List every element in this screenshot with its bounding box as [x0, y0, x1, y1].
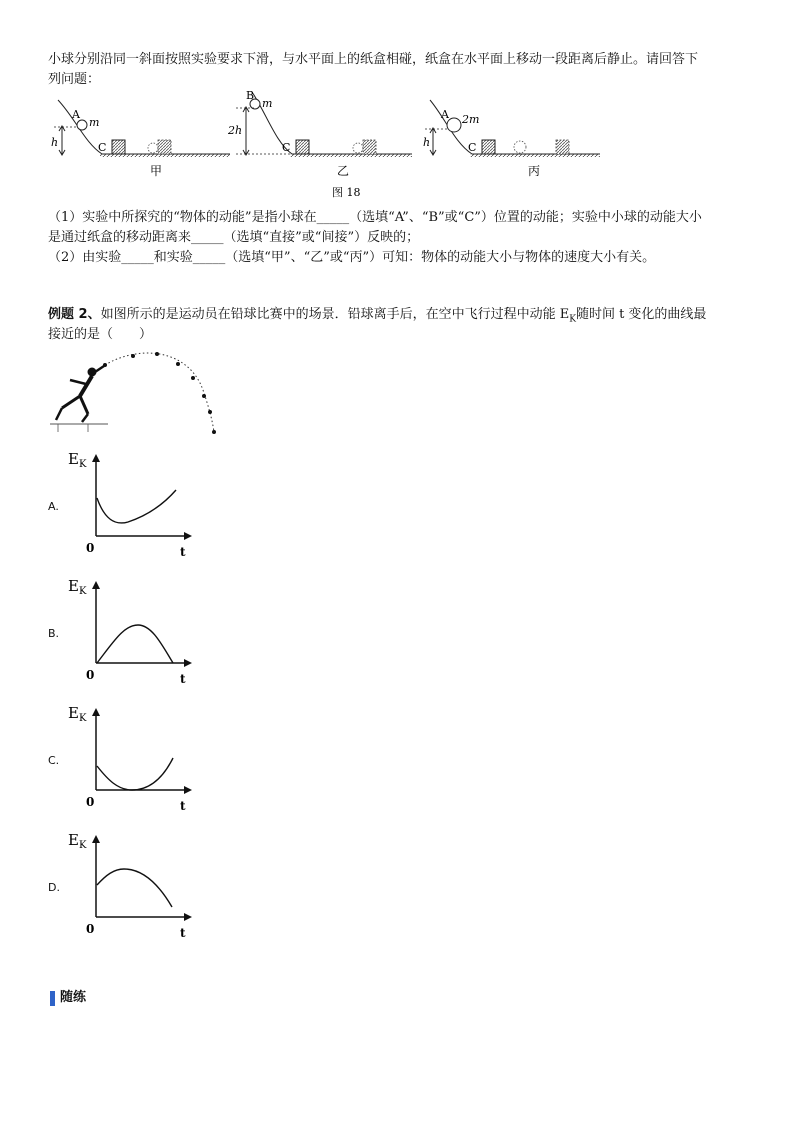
y-axis-label: $E_K$ — [68, 833, 87, 851]
graph-option-c[interactable] — [62, 706, 202, 816]
x-axis-label: t — [180, 799, 186, 813]
yi-mass-label: m — [262, 97, 273, 110]
question-1-line-1: （1）实验中所探究的“物体的动能”是指小球在_____（选填“A”、“B”或“C”）位置的动能；实验中小球的动能大小 — [48, 210, 702, 225]
section-title: 随练 — [60, 990, 87, 1005]
ek-curve-d — [97, 869, 172, 907]
ek-curve-a — [97, 490, 176, 523]
athlete-figure — [56, 366, 104, 422]
section-marker — [50, 991, 55, 1006]
jia-c-label: C — [98, 141, 107, 154]
panel-jia — [51, 100, 230, 178]
yi-name: 乙 — [337, 164, 350, 178]
origin-label: 0 — [86, 922, 95, 936]
panel-yi — [227, 89, 412, 178]
graph-option-a[interactable] — [62, 452, 202, 562]
origin-label: 0 — [86, 668, 95, 682]
example-2-label: 例题 2、 — [48, 307, 101, 322]
y-axis-label: $E_K$ — [68, 579, 87, 597]
origin-label: 0 — [86, 795, 95, 809]
bing-point-label: A — [441, 108, 449, 121]
bing-name: 丙 — [528, 164, 541, 178]
ek-subscript: K — [569, 314, 576, 325]
y-axis-label: $E_K$ — [68, 706, 87, 724]
yi-height-label: 2h — [228, 124, 243, 137]
x-axis-label: t — [180, 545, 186, 559]
jia-point-label: A — [72, 108, 80, 121]
jia-height-label: h — [51, 136, 59, 149]
trajectory-points — [103, 352, 216, 434]
example-2-line-2: 接近的是（ ） — [48, 327, 153, 342]
bing-height-label: h — [423, 136, 431, 149]
ek-curve-b — [97, 625, 173, 663]
option-c-label[interactable]: C. — [48, 754, 60, 767]
shot-put-illustration — [48, 350, 228, 440]
question-2-line-1: （2）由实验_____和实验_____（选填“甲”、“乙”或“丙”）可知：物体的动能大小与物体的速度大小有关。 — [48, 250, 656, 265]
graph-option-b[interactable] — [62, 579, 202, 689]
x-axis-label: t — [180, 672, 186, 686]
yi-point-label: B — [246, 89, 255, 102]
option-a-label[interactable]: A. — [48, 500, 59, 513]
graph-option-d[interactable] — [62, 833, 202, 943]
example-2-text-tail: 随时间 t 变化的曲线最 — [575, 307, 707, 322]
ek-curve-c — [97, 758, 173, 790]
x-axis-label: t — [180, 926, 186, 940]
figure-caption: 图 18 — [332, 186, 361, 199]
intro-line-1: 小球分别沿同一斜面按照实验要求下滑，与水平面上的纸盒相碰，纸盒在水平面上移动一段距离后静止。请回答下 — [48, 52, 699, 67]
intro-line-2: 列问题： — [48, 72, 101, 87]
example-2-text: 如图所示的是运动员在铅球比赛中的场景．铅球离手后，在空中飞行过程中动能 E — [100, 307, 570, 322]
y-axis-label: $E_K$ — [68, 452, 87, 470]
yi-c-label: C — [282, 141, 291, 154]
question-1-line-2: 是通过纸盒的移动距离来_____（选填“直接”或“间接”）反映的； — [48, 230, 420, 245]
origin-label: 0 — [86, 541, 95, 555]
option-d-label[interactable]: D. — [48, 881, 60, 894]
bing-mass-label: 2m — [462, 113, 480, 126]
panel-bing — [423, 100, 600, 178]
option-b-label[interactable]: B. — [48, 627, 60, 640]
jia-name: 甲 — [150, 164, 163, 178]
jia-mass-label: m — [89, 116, 100, 129]
figure-18 — [40, 88, 610, 200]
bing-c-label: C — [468, 141, 477, 154]
